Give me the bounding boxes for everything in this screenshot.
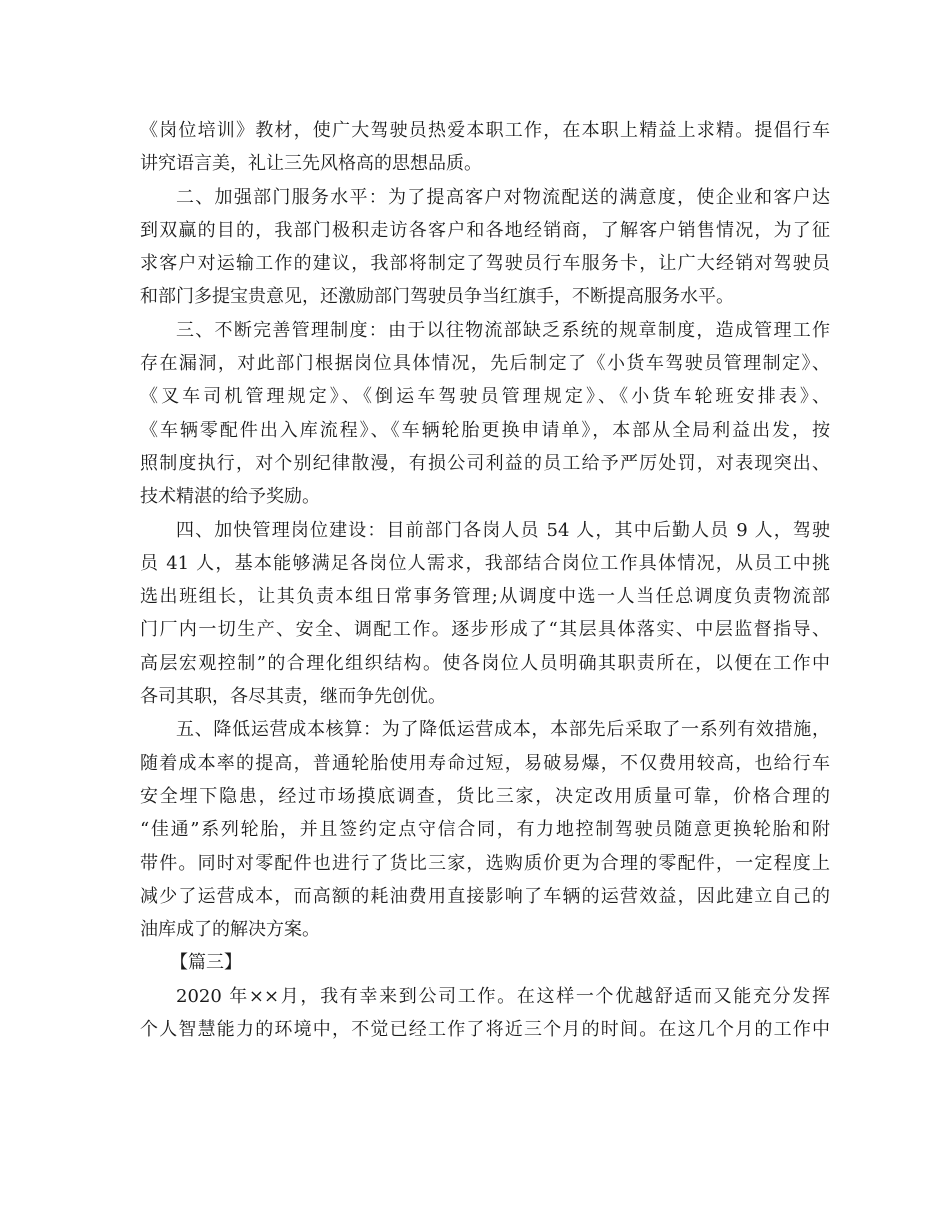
- text-line: 和部门多提宝贵意见，还激励部门驾驶员争当红旗手，不断提高服务水平。: [140, 286, 734, 308]
- text-line: 员 41 人，基本能够满足各岗位人需求，我部结合岗位工作具体情况，从员工中挑: [140, 552, 830, 574]
- document-body: [140, 114, 830, 1046]
- text-line: 安全埋下隐患，经过市场摸底调查，货比三家，决定改用质量可靠，价格合理的: [140, 785, 830, 807]
- text-line: 存在漏洞，对此部门根据岗位具体情况，先后制定了《小货车驾驶员管理制定》、: [140, 353, 830, 375]
- text-line: 照制度执行，对个别纪律散漫，有损公司利益的员工给予严厉处罚，对表现突出、: [140, 452, 830, 474]
- text-line: 2020 年××月，我有幸来到公司工作。在这样一个优越舒适而又能充分发挥: [176, 985, 830, 1007]
- paragraph-heading-line: 五、降低运营成本核算：为了降低运营成本，本部先后采取了一系列有效措施，: [176, 719, 830, 741]
- paragraph-heading-line: 二、加强部门服务水平：为了提高客户对物流配送的满意度，使企业和客户达: [176, 186, 830, 208]
- section-heading: 【篇三】: [170, 952, 242, 974]
- text-line: 讲究语言美，礼让三先风格高的思想品质。: [140, 153, 482, 175]
- paragraph-heading-line: 四、加快管理岗位建设：目前部门各岗人员 54 人，其中后勤人员 9 人，驾驶: [176, 519, 830, 541]
- text-line: 门厂内一切生产、安全、调配工作。逐步形成了“其层具体落实、中层监督指导、: [140, 619, 830, 641]
- text-line: 《叉车司机管理规定》、《倒运车驾驶员管理规定》、《小货车轮班安排表》、: [140, 386, 830, 408]
- text-line: 带件。同时对零配件也进行了货比三家，选购质价更为合理的零配件，一定程度上: [140, 852, 830, 874]
- paragraph-heading-line: 三、不断完善管理制度：由于以往物流部缺乏系统的规章制度，造成管理工作: [176, 319, 830, 341]
- text-line: 技术精湛的给予奖励。: [140, 486, 320, 508]
- text-line: 各司其职，各尽其责，继而争先创优。: [140, 686, 446, 708]
- text-line: 高层宏观控制”的合理化组织结构。使各岗位人员明确其职责所在，以便在工作中: [140, 652, 830, 674]
- text-line: 随着成本率的提高，普通轮胎使用寿命过短，易破易爆，不仅费用较高，也给行车: [140, 752, 830, 774]
- text-line: 个人智慧能力的环境中，不觉已经工作了将近三个月的时间。在这几个月的工作中: [140, 1019, 830, 1041]
- text-line: 《岗位培训》教材，使广大驾驶员热爱本职工作，在本职上精益上求精。提倡行车: [140, 120, 830, 141]
- text-line: 求客户对运输工作的建议，我部将制定了驾驶员行车服务卡，让广大经销对驾驶员: [140, 253, 830, 275]
- text-line: 《车辆零配件出入库流程》、《车辆轮胎更换申请单》，本部从全局利益出发，按: [140, 419, 830, 441]
- text-line: 到双赢的目的，我部门极积走访各客户和各地经销商，了解客户销售情况，为了征: [140, 219, 830, 241]
- text-line: 油库成了的解决方案。: [140, 919, 320, 941]
- text-line: 选出班组长，让其负责本组日常事务管理;从调度中选一人当任总调度负责物流部: [140, 586, 830, 608]
- text-line: “佳通”系列轮胎，并且签约定点守信合同，有力地控制驾驶员随意更换轮胎和附: [140, 819, 830, 841]
- text-line: 减少了运营成本，而高额的耗油费用直接影响了车辆的运营效益，因此建立自己的: [140, 885, 830, 907]
